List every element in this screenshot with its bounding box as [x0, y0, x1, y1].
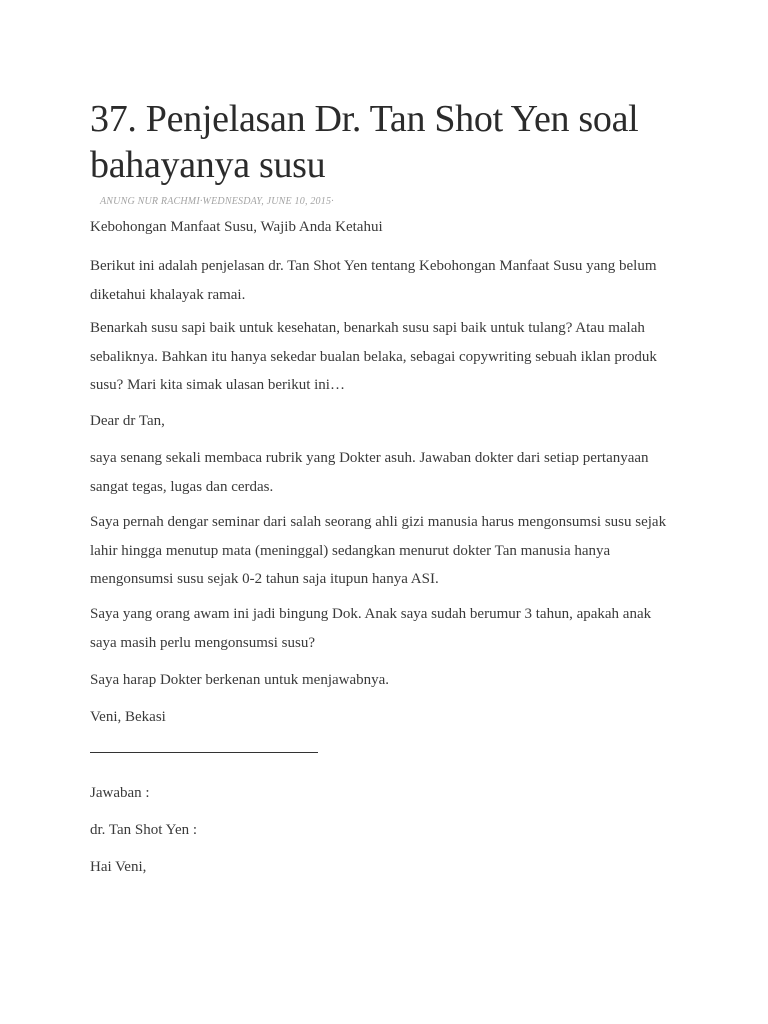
answer-greeting: Hai Veni,: [90, 859, 147, 875]
article-title: 37. Penjelasan Dr. Tan Shot Yen soal bahayanya susu: [90, 98, 639, 186]
separator-line: [90, 752, 318, 753]
article-subtitle: Kebohongan Manfaat Susu, Wajib Anda Ketahui: [90, 219, 383, 235]
paragraph-question: Benarkah susu sapi baik untuk kesehatan, benarkah susu sapi baik untuk tulang? Atau malah sebaliknya. Bahkan itu hanya sekedar bualan belaka, sebagai copywriting sebuah iklan produk susu? Mari kita simak ulasan berikut ini…: [90, 320, 657, 393]
paragraph-letter-3: Saya yang orang awam ini jadi bingung Dok. Anak saya sudah berumur 3 tahun, apakah anak saya masih perlu mengonsumsi susu?: [90, 606, 652, 651]
answer-author: dr. Tan Shot Yen :: [90, 822, 198, 838]
paragraph-letter-2: Saya pernah dengar seminar dari salah seorang ahli gizi manusia harus mengonsumsi susu sejak lahir hingga menutup mata (meninggal) sedangkan menurut dokter Tan manusia hanya mengonsumsi susu sejak 0-2 tahun saja itupun hanya ASI.: [90, 514, 667, 587]
article-meta: ANUNG NUR RACHMI·WEDNESDAY, JUNE 10, 2015·: [100, 196, 334, 207]
paragraph-letter-4: Saya harap Dokter berkenan untuk menjawabnya.: [90, 672, 390, 688]
letter-signature: Veni, Bekasi: [90, 709, 166, 725]
paragraph-letter-1: saya senang sekali membaca rubrik yang Dokter asuh. Jawaban dokter dari setiap pertanyaan sangat tegas, lugas dan cerdas.: [90, 450, 649, 495]
paragraph-greeting: Dear dr Tan,: [90, 413, 165, 429]
answer-label: Jawaban :: [90, 785, 150, 801]
paragraph-intro: Berikut ini adalah penjelasan dr. Tan Shot Yen tentang Kebohongan Manfaat Susu yang belum diketahui khalayak ramai.: [90, 258, 657, 303]
